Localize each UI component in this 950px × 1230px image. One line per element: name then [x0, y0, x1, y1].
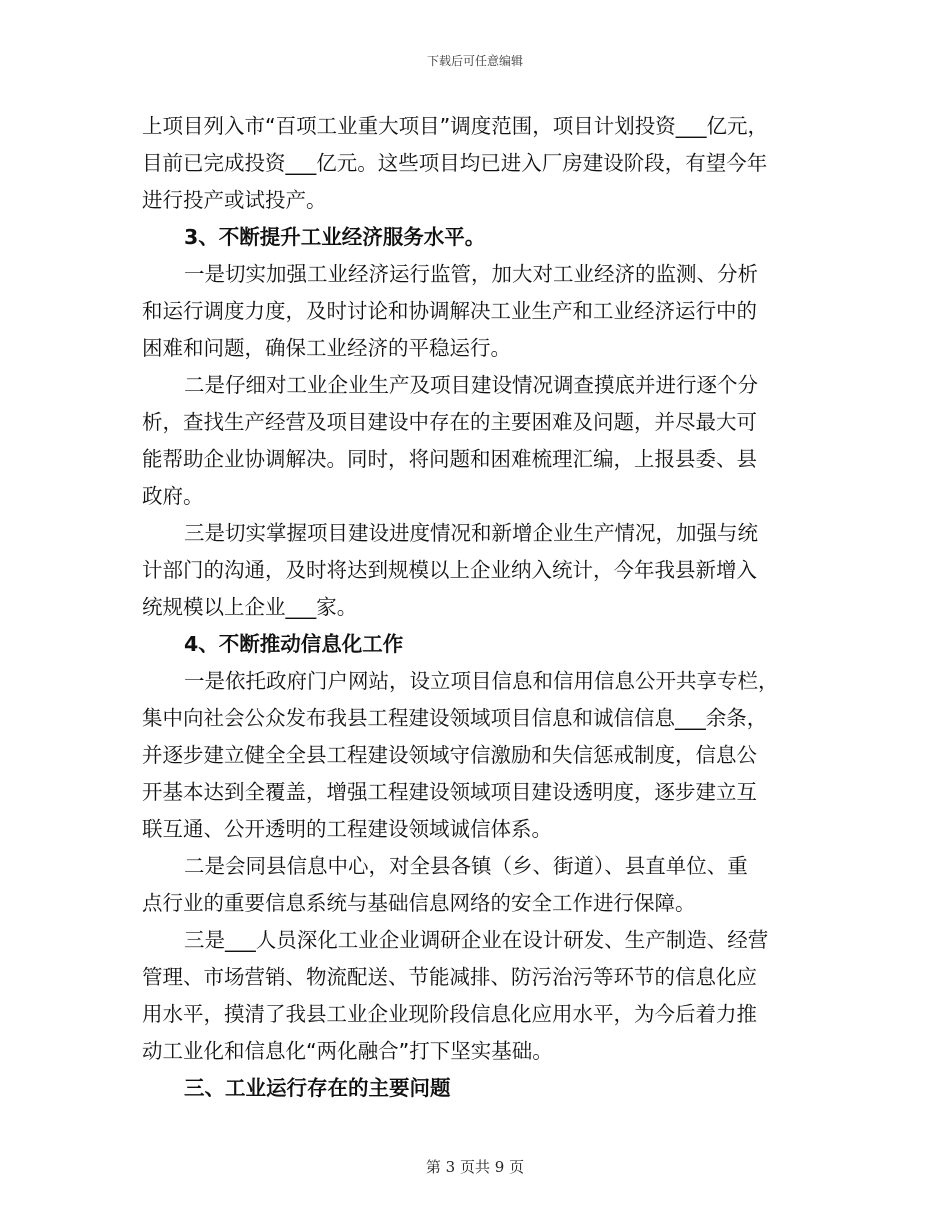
paragraph-line: 析，查找生产经营及项目建设中存在的主要困难及问题，并尽最大可	[142, 410, 757, 434]
paragraph-line: 一是依托政府门户网站，设立项目信息和信用信息公开共享专栏，	[184, 669, 779, 693]
page-footer-number: 第 3 页共 9 页	[425, 1158, 525, 1176]
section-heading: 3、不断提升工业经济服务水平。	[184, 225, 486, 249]
paragraph-line: 一是切实加强工业经济运行监管，加大对工业经济的监测、分析	[184, 262, 758, 286]
paragraph-line: 并逐步建立健全全县工程建设领域守信激励和失信惩戒制度，信息公	[142, 743, 757, 767]
paragraph-line: 点行业的重要信息系统与基础信息网络的安全工作进行保障。	[142, 891, 696, 915]
paragraph-line: 三是___人员深化工业企业调研企业在设计研发、生产制造、经营	[184, 928, 769, 952]
paragraph-line: 和运行调度力度，及时讨论和协调解决工业生产和工业经济运行中的	[142, 299, 757, 323]
section-heading: 三、工业运行存在的主要问题	[184, 1076, 451, 1100]
paragraph-line: 政府。	[142, 484, 204, 508]
paragraph-line: 二是会同县信息中心，对全县各镇（乡、街道）、县直单位、重	[184, 854, 748, 878]
paragraph-line: 能帮助企业协调解决。同时，将问题和困难梳理汇编，上报县委、县	[142, 447, 757, 471]
paragraph-line: 统规模以上企业___家。	[142, 595, 358, 619]
paragraph-line: 目前已完成投资___亿元。这些项目均已进入厂房建设阶段，有望今年	[142, 151, 768, 175]
paragraph-line: 计部门的沟通，及时将达到规模以上企业纳入统计，今年我县新增入	[142, 558, 757, 582]
paragraph-line: 上项目列入市“百项工业重大项目”调度范围，项目计划投资___亿元，	[142, 114, 768, 138]
paragraph-line: 集中向社会公众发布我县工程建设领域项目信息和诚信信息___余条，	[142, 706, 768, 730]
paragraph-line: 动工业化和信息化“两化融合”打下坚实基础。	[142, 1039, 553, 1063]
page-header-note: 下载后可任意编辑	[426, 54, 523, 68]
paragraph-line: 联互通、公开透明的工程建设领域诚信体系。	[142, 817, 552, 841]
section-heading: 4、不断推动信息化工作	[184, 632, 404, 656]
paragraph-line: 管理、市场营销、物流配送、节能减排、防污治污等环节的信息化应	[142, 965, 757, 989]
paragraph-line: 二是仔细对工业企业生产及项目建设情况调查摸底并进行逐个分	[184, 373, 758, 397]
paragraph-line: 三是切实掌握项目建设进度情况和新增企业生产情况，加强与统	[184, 521, 758, 545]
paragraph-line: 进行投产或试投产。	[142, 188, 327, 212]
paragraph-line: 开基本达到全覆盖，增强工程建设领域项目建设透明度，逐步建立互	[142, 780, 757, 804]
paragraph-line: 困难和问题，确保工业经济的平稳运行。	[142, 336, 511, 360]
paragraph-line: 用水平，摸清了我县工业企业现阶段信息化应用水平，为今后着力推	[142, 1002, 757, 1026]
